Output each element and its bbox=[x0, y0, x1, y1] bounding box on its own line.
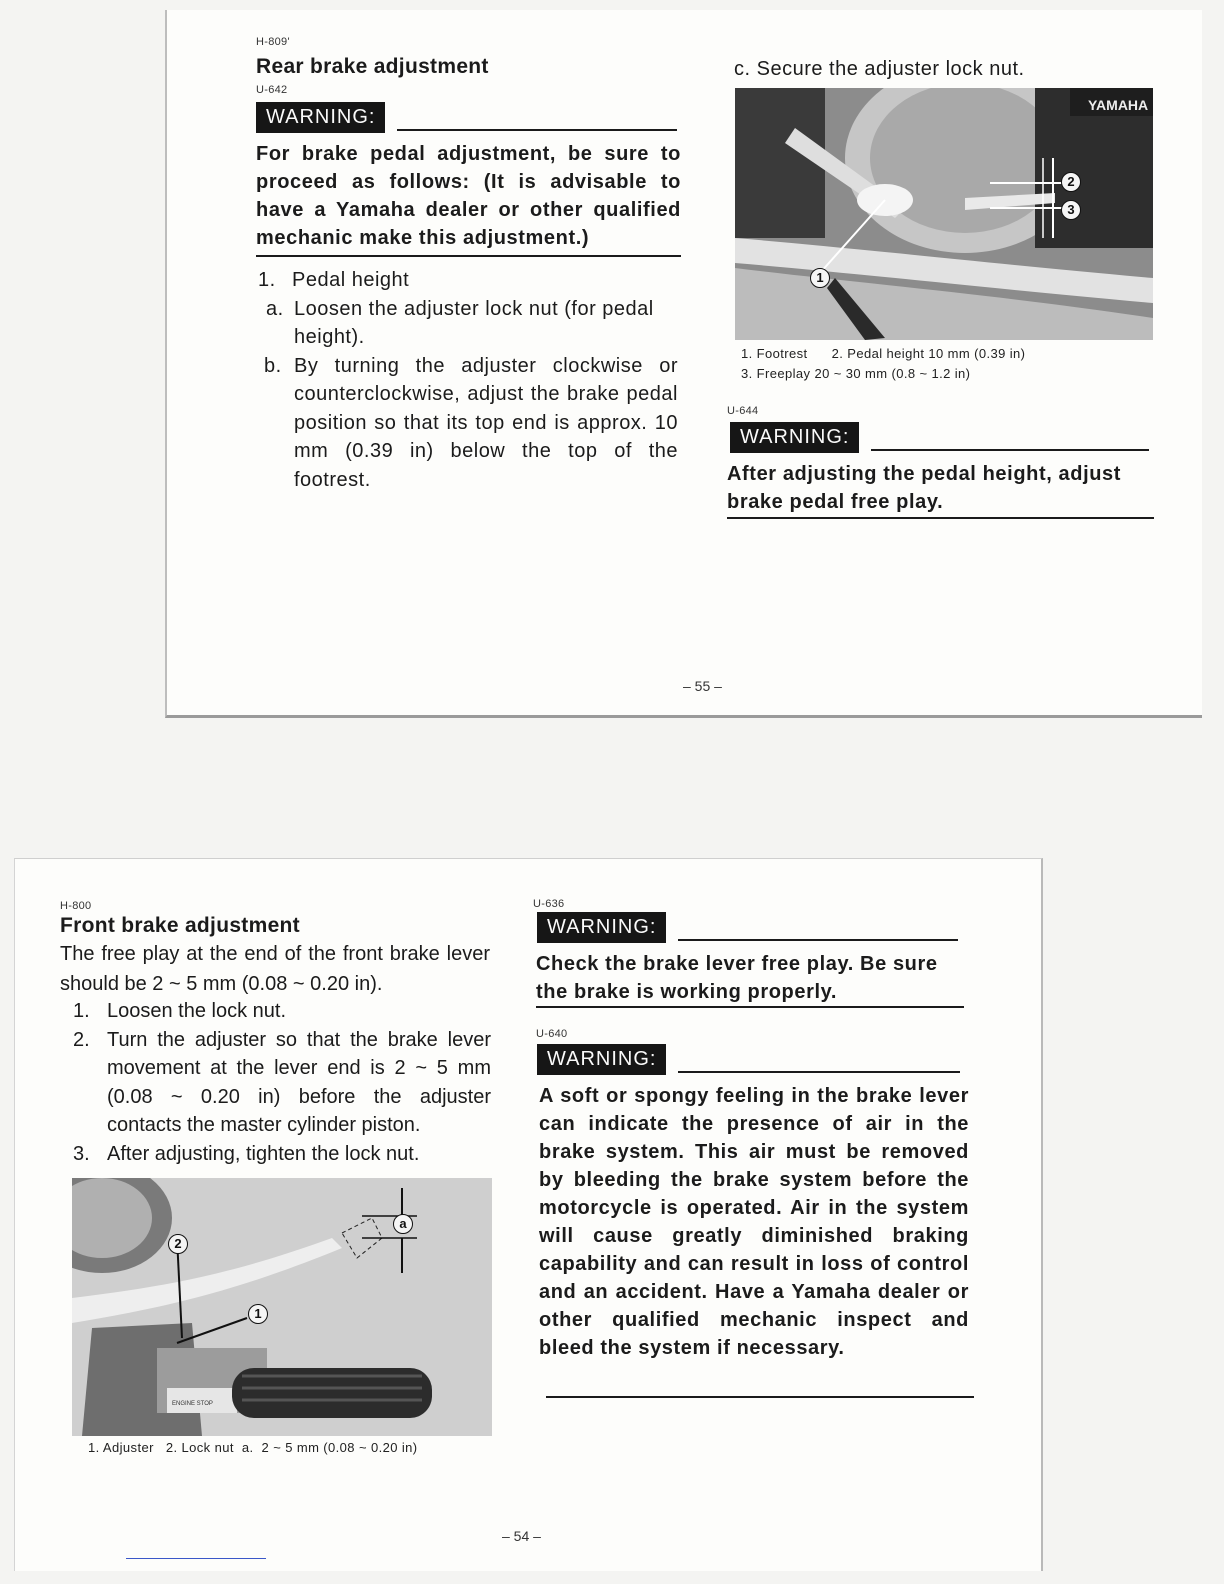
page-title: Front brake adjustment bbox=[60, 914, 300, 937]
warning-text: For brake pedal adjustment, be sure to proceed as follows: (It is advisable to have a Yamaha dealer or other qualified mechanic make this adjustment.) bbox=[256, 143, 681, 249]
page-title: Rear brake adjustment bbox=[256, 55, 489, 78]
warning-badge: WARNING: bbox=[537, 1044, 666, 1075]
warning-end-rule bbox=[536, 1006, 964, 1008]
list-letter: a. bbox=[266, 297, 284, 320]
warning-code: U-642 bbox=[256, 84, 288, 96]
front-brake-illustration bbox=[72, 1178, 492, 1436]
warning-header bbox=[537, 912, 958, 943]
warning-rule bbox=[871, 449, 1149, 451]
list-text: Pedal height bbox=[292, 269, 410, 291]
warning-text: Check the brake lever free play. Be sure the brake is working properly. bbox=[536, 953, 938, 1003]
warning-end-rule bbox=[727, 517, 1154, 519]
list-number: 1. bbox=[258, 269, 276, 291]
rear-brake-photo bbox=[735, 88, 1153, 340]
list-item bbox=[258, 295, 678, 352]
list-item bbox=[258, 352, 678, 495]
front-brake-photo bbox=[72, 1178, 492, 1436]
warning-end-rule bbox=[546, 1396, 974, 1398]
warning-badge: WARNING: bbox=[256, 102, 385, 133]
list-item bbox=[258, 266, 678, 295]
callout-1: 1 bbox=[248, 1304, 268, 1324]
callout-2: 2 bbox=[1061, 172, 1081, 192]
list-item bbox=[73, 1140, 491, 1169]
list-text: Loosen the adjuster lock nut (for pedal height). bbox=[294, 297, 654, 348]
warning-text: A soft or spongy feeling in the brake lever can indicate the presence of air in the brake system. This air must be removed by bleeding the brake system before the motorcycle is operated. Air in the system will cause greatly diminished braking capability and can result in loss of control and an accident. Have a Yamaha dealer or other qualified mechanic inspect and bleed the system if necessary. bbox=[539, 1085, 969, 1359]
warning-badge: WARNING: bbox=[537, 912, 666, 943]
list-number: 2. bbox=[73, 1028, 90, 1051]
list-number: 3. bbox=[73, 1142, 90, 1165]
page-number: – 55 – bbox=[683, 678, 722, 694]
section-code: H-800 bbox=[60, 900, 92, 912]
list-text: By turning the adjuster clockwise or counterclockwise, adjust the brake pedal position so that its top end is approx. 10 mm (0.39 in) below the top of the footrest. bbox=[294, 354, 678, 491]
warning-rule bbox=[397, 129, 677, 131]
list-text: After adjusting, tighten the lock nut. bbox=[107, 1142, 420, 1165]
warning-header bbox=[730, 422, 1149, 453]
list-item bbox=[73, 997, 491, 1026]
intro-text: The free play at the end of the front brake lever should be 2 ~ 5 mm (0.08 ~ 0.20 in). bbox=[60, 943, 490, 995]
rear-brake-illustration bbox=[735, 88, 1153, 340]
edge-mark bbox=[126, 1558, 266, 1559]
warning-code: U-636 bbox=[533, 898, 565, 910]
list-text: Turn the adjuster so that the brake lever movement at the lever end is 2 ~ 5 mm (0.08 ~ 0.20 in) before the adjuster contacts the master cylinder piston. bbox=[107, 1028, 491, 1136]
procedure-list bbox=[73, 997, 491, 1168]
warning-badge: WARNING: bbox=[730, 422, 859, 453]
warning-end-rule bbox=[256, 255, 681, 257]
procedure-list bbox=[258, 266, 678, 494]
step-c: c. Secure the adjuster lock nut. bbox=[734, 58, 1025, 80]
callout-1: 1 bbox=[810, 268, 830, 288]
section-code: H-809' bbox=[256, 36, 290, 48]
warning-code: U-640 bbox=[536, 1028, 568, 1040]
list-number: 1. bbox=[73, 1000, 90, 1022]
warning-rule bbox=[678, 1071, 960, 1073]
list-letter: b. bbox=[264, 354, 282, 377]
photo-caption-line-1: 1. Footrest 2. Pedal height 10 mm (0.39 in) bbox=[741, 346, 1026, 361]
brand-label: YAMAHA bbox=[1088, 97, 1149, 113]
list-item bbox=[73, 1026, 491, 1140]
warning-text: After adjusting the pedal height, adjust brake pedal free play. bbox=[727, 463, 1122, 513]
switch-label: ENGINE STOP bbox=[172, 1401, 213, 1407]
warning-header bbox=[537, 1044, 960, 1075]
warning-header bbox=[256, 102, 677, 133]
list-text: Loosen the lock nut. bbox=[107, 1000, 287, 1022]
callout-2: 2 bbox=[168, 1234, 188, 1254]
callout-3: 3 bbox=[1061, 200, 1081, 220]
photo-caption-line-2: 3. Freeplay 20 ~ 30 mm (0.8 ~ 1.2 in) bbox=[741, 366, 971, 381]
photo-caption: 1. Adjuster 2. Lock nut a. 2 ~ 5 mm (0.08 ~ 0.20 in) bbox=[88, 1440, 418, 1455]
warning-rule bbox=[678, 939, 958, 941]
page-number: – 54 – bbox=[502, 1528, 541, 1544]
warning-code: U-644 bbox=[727, 405, 759, 417]
callout-a: a bbox=[393, 1214, 413, 1234]
